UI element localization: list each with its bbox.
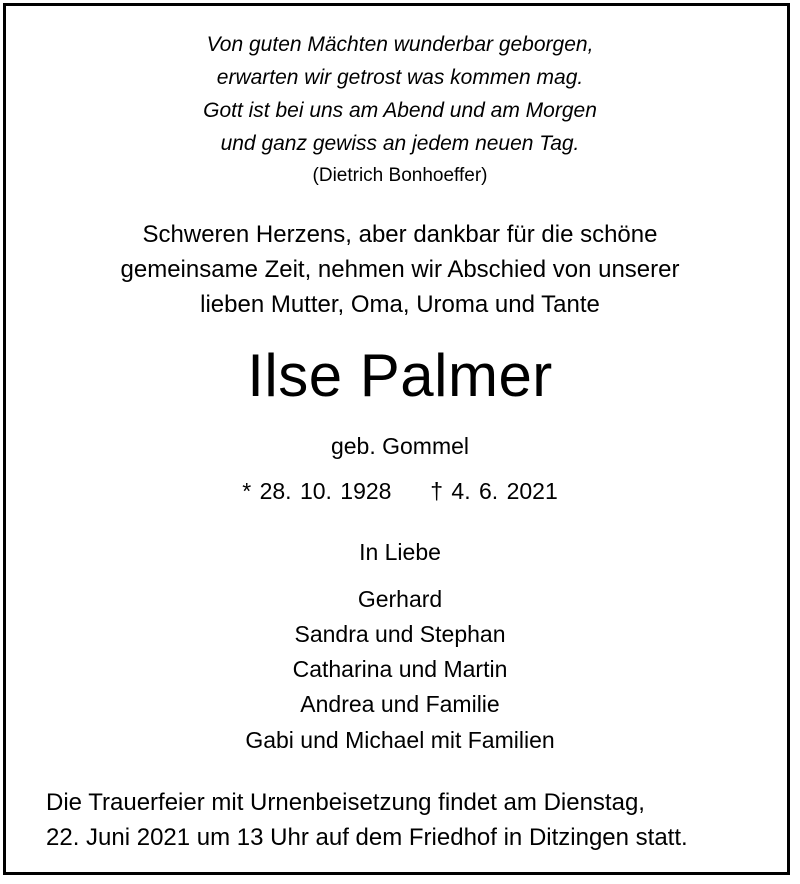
poem-line-3: Gott ist bei uns am Abend und am Morgen bbox=[203, 99, 597, 122]
poem-line-1: Von guten Mächten wunderbar geborgen, bbox=[206, 33, 594, 56]
mourner-5: Gabi und Michael mit Familien bbox=[245, 727, 555, 753]
mourner-3: Catharina und Martin bbox=[292, 656, 508, 682]
intro-line-1: Schweren Herzens, aber dankbar für die schöne bbox=[142, 221, 658, 248]
mourner-2: Sandra und Stephan bbox=[294, 621, 506, 647]
mourner-1: Gerhard bbox=[357, 586, 443, 612]
mourners-heading: In Liebe bbox=[359, 539, 441, 565]
life-dates bbox=[0, 480, 800, 503]
service-line-2: 22. Juni 2021 um 13 Uhr auf dem Friedhof in Ditzingen statt. bbox=[46, 824, 688, 851]
poem-line-2: erwarten wir getrost was kommen mag. bbox=[216, 66, 584, 89]
service-line-1: Die Trauerfeier mit Urnenbeisetzung findet am Dienstag, bbox=[46, 789, 645, 816]
deceased-name: Ilse Palmer bbox=[247, 342, 553, 409]
birth-date: * 28. 10. 1928 bbox=[242, 478, 392, 504]
mourner-4: Andrea und Familie bbox=[300, 691, 500, 717]
intro-line-3: lieben Mutter, Oma, Uroma und Tante bbox=[200, 291, 600, 318]
intro-line-2: gemeinsame Zeit, nehmen wir Abschied von unserer bbox=[120, 256, 680, 283]
poem-line-4: und ganz gewiss an jedem neuen Tag. bbox=[220, 132, 580, 155]
death-date: † 4. 6. 2021 bbox=[430, 478, 558, 504]
poem-source: (Dietrich Bonhoeffer) bbox=[312, 165, 488, 186]
maiden-name: geb. Gommel bbox=[330, 433, 470, 459]
